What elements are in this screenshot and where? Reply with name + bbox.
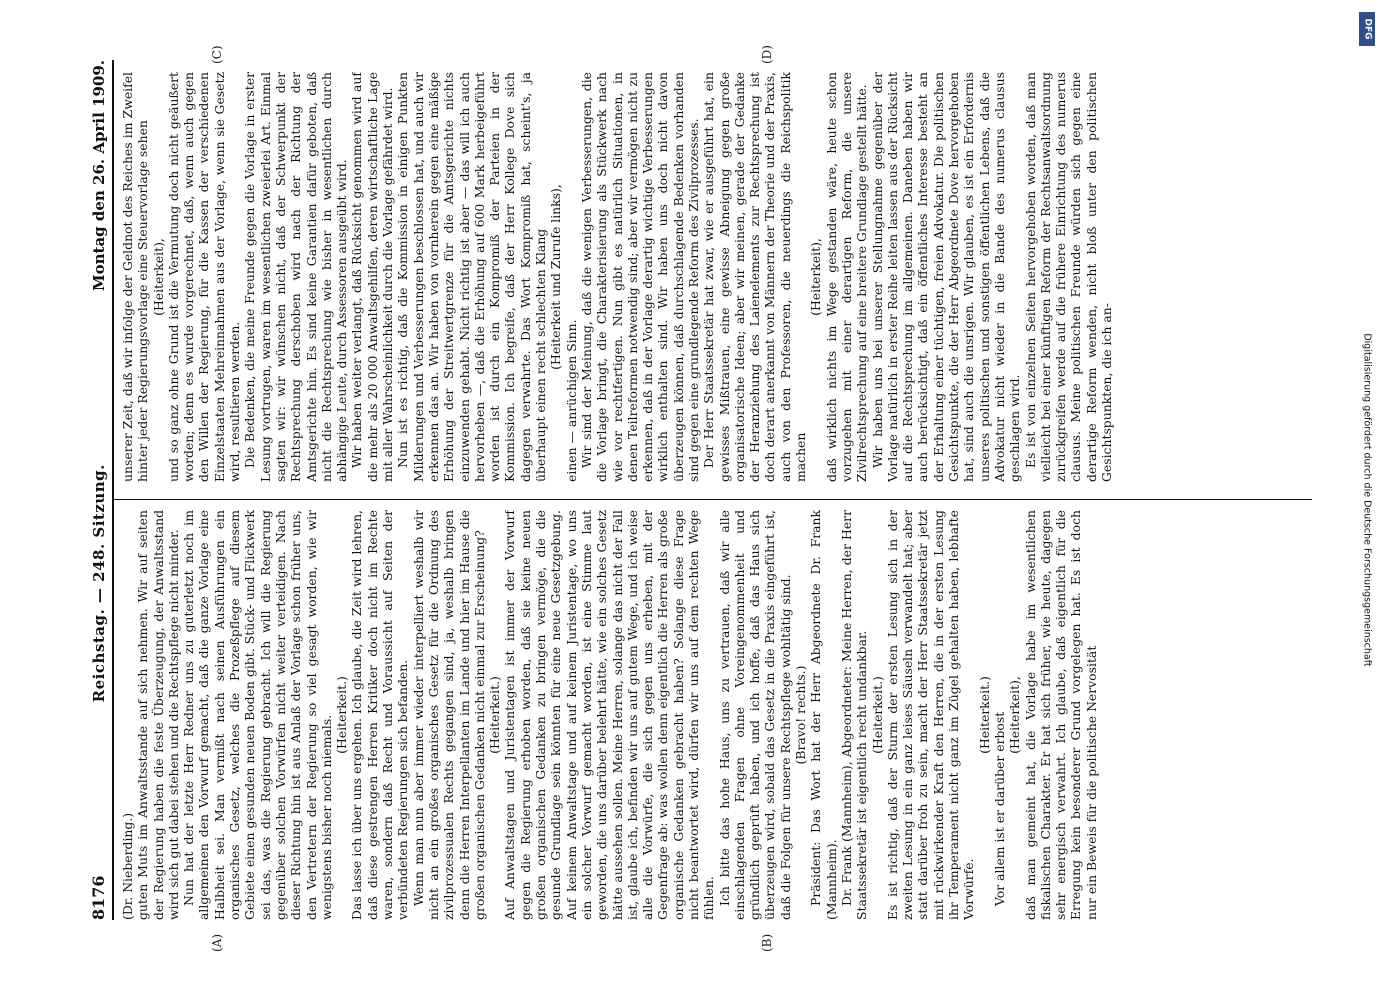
dfg-logo-icon: DFG (1359, 12, 1375, 46)
margin-label-b: (B) (760, 933, 774, 952)
interjection: (Heiterkeit.) (487, 676, 503, 754)
paragraph: Der Herr Staatssekretär hat zwar, wie er ausgeführt hat, ein gewisses Mißtrauen, eine gewisse Abneigung gegen große organisatorische Ideen; aber wir meinen, gerade der Gedanke der Heranziehung des Laienelements zur Rechtsprechung ist doch derart anerkannt von Männern der Theorie und der Praxis, auch von den Professoren, die neuerdings die Reichspolitik machen (701, 72, 809, 482)
session-title: Reichstag. — 248. Sitzung. (90, 464, 108, 703)
column-divider (112, 499, 1312, 500)
president-line: Präsident: Das Wort hat der Herr Abgeordnete Dr. Frank (Mannheim). (808, 510, 839, 920)
paragraph: Wir haben uns bei unserer Stellungnahme gegenüber der Vorlage natürlich in erster Reihe leiten lassen aus der Rücksicht auf die Rechtsprechung im allgemeinen. Daneben haben wir auch berücksichtigt, daß ein öffentliches Interesse besteht an der Erhaltung einer tüchtigen, freien Advokatur. Die politischen Gesichtspunkte, die der Herr Abgeordnete Dove hervorgehoben hat, sind auch die unsrigen. Wir glauben, es ist ein Erfordernis unseres politischen und sonstigen öffentlichen Lebens, daß die Advokatur nicht wieder in die Bande des numerus clausus geschlagen wird. (869, 72, 1023, 482)
paragraph: guten Muts im Anwaltsstande auf sich nehmen. Wir auf seiten der Regierung haben die feste Überzeugung, der Anwaltsstand wird sich gut dabei stehen und die Rechtspflege nicht minder. (135, 510, 181, 920)
left-column (120, 510, 1314, 920)
session-date: Montag den 26. April 1909. (90, 60, 108, 291)
paragraph: Wir sind der Meinung, daß die wenigen Verbesserungen, die die Vorlage bringt, die Charakterisierung als Stückwerk nach wie vor rechtfertigen. Nun gibt es natürlich Situationen, in denen Teilreformen notwendig sind; aber wir vermögen nicht zu erkennen, daß in der Vorlage derartig wichtige Verbesserungen wirklich enthalten sind. Wir haben uns doch nicht davon überzeugen können, daß durchschlagende Bedenken vorhanden sind gegen eine grundlegende Reform des Zivilprozesses. (578, 72, 701, 482)
paragraph: Das lasse ich über uns ergehen. Ich glaube, die Zeit wird lehren, daß diese gestrengen Herren Kritiker doch nicht im Rechte waren, sondern daß Recht und Voraussicht auf Seiten der verbündeten Regierungen sich befanden. (349, 510, 411, 920)
paragraph: Nun hat der letzte Herr Redner uns zu guterletzt noch im allgemeinen den Vorwurf gemacht, daß die ganze Vorlage eine Halbheit sei. Man vermißt nach seinen Ausführungen ein organisches Gesetz, welches die Prozeßpflege auf diesem Gebiete einen gesunden neuen Boden gibt. Stück- und Flickwerk sei das, was die Regierung gebracht. Ich will die Regierung gegenüber solchen Vorwürfen nicht weiter verteidigen. Nach dieser Richtung hin ist aus Anlaß der Vorlage schon früher uns, den Vertretern der Regierung so viel gesagt worden, wie wir wenigstens bisher noch niemals. (181, 510, 334, 920)
margin-label-d: (D) (760, 45, 774, 64)
paragraph: Ich bitte das hohe Haus, uns zu vertrauen, daß wir alle einschlagenden Fragen ohne Voreingenommenheit und gründlich geprüft haben, und ich hoffe, daß das Haus sich überzeugen wird, sobald das Gesetz in die Praxis eingeführt ist, daß die Folgen für unsere Rechtspflege wohltätig sind. (716, 510, 793, 920)
paragraph: Es ist richtig, daß der Sturm der ersten Lesung sich in der zweiten Lesung in ein ganz leises Säuseln verwandelt hat; aber statt darüber froh zu sein, macht der Herr Staatssekretär jetzt mit rückwirkender Kraft den Herren, die in der ersten Lesung ihr Temperament nicht ganz im Zügel gehalten haben, lebhafte Vorwürfe. (884, 510, 977, 920)
interjection: (Heiterkeit), (808, 238, 824, 316)
paragraph: unserer Zeit, daß wir infolge der Geldnot des Reiches im Zweifel hinter jeder Regierungsvorlage eine Steuervorlage sehen (120, 72, 151, 482)
paragraph: daß man gemeint hat, die Vorlage habe im wesentlichen fiskalischen Charakter. Er hat sich früher, wie heute, dagegen sehr energisch verwahrt. Ich glaube, daß eigentlich für die Erregung kein besonderer Grund vorgelegen hat. Es ist doch nur ein Beweis für die politische Nervosität (1022, 510, 1099, 920)
paragraph: Auf Anwaltstagen und Juristentagen ist immer der Vorwurf gegen die Regierung erhoben worden, daß sie keine neuen großen organischen Gedanken zu bringen vermöge, die die gesunde Grundlage sein könnten für eine neue Gesetzgebung. Auf keinem Anwaltstage und auf keinem Juristentage, wo uns ein solcher Vorwurf gemacht worden, ist eine Stimme laut geworden, die uns darüber belehrt hätte, wie ein solches Gesetz hätte aussehen sollen. Meine Herren, solange das nicht der Fall ist, glaube ich, befinden wir uns auf gutem Wege, und ich weise alle die Vorwürfe, die sich gegen uns erheben, mit der Gegenfrage ab: was wollen denn eigentlich die Herren als große organische Gedanken gebracht haben? Solange diese Frage nicht beantwortet wird, dürfen wir uns auf dem rechten Wege fühlen. (502, 510, 717, 920)
interjection: (Heiterkeit.) (869, 676, 885, 754)
running-header (74, 60, 108, 920)
speaker-line: Dr. Frank (Mannheim), Abgeordneter: Meine Herren, der Herr Staatssekretär ist eigentlich recht undankbar. (838, 510, 870, 920)
digitization-sidebar (1357, 10, 1377, 990)
paragraph: und so ganz ohne Grund ist die Vermutung doch nicht geäußert worden; denn es wurde vorgerechnet, daß, wenn auch gegen den Willen der Regierung, für die Kassen der verschiedenen Einzelstaaten Mehreinnahmen aus der Vorlage, wenn sie Gesetz wird, resultieren werden. (165, 72, 243, 482)
scanned-page (60, 40, 1322, 960)
paragraph: Es ist von einzelnen Seiten hervorgehoben worden, daß man vielleicht bei einer künftigen Reform der Rechtsanwaltsordnung zurückgreifen werde auf die frühere Einrichtung des numerus clausus. Meine politischen Freunde würden sich gegen eine derartige Reform wenden, nicht bloß unter den politischen Gesichtspunkten, die ich an- (1022, 72, 1114, 482)
paragraph: Vor allem ist er darüber erbost (991, 711, 1007, 906)
margin-label-a: (A) (210, 933, 224, 952)
interjection: (Heiterkeit.) (334, 676, 350, 754)
interjection: (Heiterkeit und Zurufe links), (548, 184, 564, 370)
right-column (120, 72, 1314, 482)
interjection: (Heiterkeit.) (976, 676, 992, 754)
paragraph: Wenn man nun aber immer wieder interpelliert weshalb wir nicht an ein großes organisches Gesetz für die Ordnung des zivilprozessualen Rechts gegangen sind, ja, weshalb bringen denn die Herren Interpellanten im Lande und hier im Hause die großen organischen Gedanken nicht einmal zur Erscheinung? (410, 510, 487, 920)
page-number: 8176 (89, 875, 108, 920)
interjection: (Bravo! rechts.) (793, 665, 809, 765)
header-rule (112, 60, 114, 920)
interjection: (Heiterkeit), (150, 238, 166, 316)
paragraph: Wir haben weiter verlangt, daß Rücksicht genommen wird auf die mehr als 20 000 Anwaltsgehilfen, deren wirtschaftliche Lage mit aller Wahrscheinlichkeit durch die Vorlage gefährdet wird. (349, 72, 396, 482)
interjection: (Heiterkeit), (1007, 676, 1023, 754)
margin-label-c: (C) (210, 45, 224, 64)
paragraph: Die Bedenken, die meine Freunde gegen die Vorlage in erster Lesung vortrugen, waren im wesentlichen zweierlei Art. Einmal sagten wir: wir wünschen nicht, daß der Schwerpunkt der Rechtsprechung derschoben wird nach der Richtung der Amtsgerichte hin. Es sind keine Garantien dafür geboten, daß nicht die Rechtsprechung wie bisher in wesentlichen durch abhängige Leute, durch Assessoren ausgeübt wird. (242, 72, 350, 482)
paragraph: daß wirklich nichts im Wege gestanden wäre, heute schon vorzugehen mit einer derartigen Reform, die unsere Zivilrechtsprechung auf eine breitere Grundlage gestellt hätte. (823, 72, 870, 482)
paragraph: Nun ist es richtig, daß die Kommission in einigen Punkten Milderungen und Verbesserungen beschlossen hat, und auch wir erkennen das an. Wir haben von vornherein gegen eine mäßige Erhöhung der Streitwertgrenze für die Amtsgerichte nichts einzuwenden gehabt. Nicht richtig ist aber — das will ich auch hervorheben —, daß die Erhöhung auf 600 Mark herbeigeführt worden ist durch ein Kompromiß der Parteien in der Kommission. Ich begreife, daß der Herr Kollege Dove sich dagegen verwahrte. Das Wort Kompromiß hat, scheint's, ja überhaupt einen recht schlechten Klang (395, 72, 549, 482)
speaker-tag: (Dr. Nieberding.) (120, 812, 135, 920)
paragraph: einen — anrüchigen Sinn. (563, 319, 579, 482)
digitization-credit: Digitalisierung gefördert durch die Deutsche Forschungsgemeinschaft (1361, 333, 1373, 667)
